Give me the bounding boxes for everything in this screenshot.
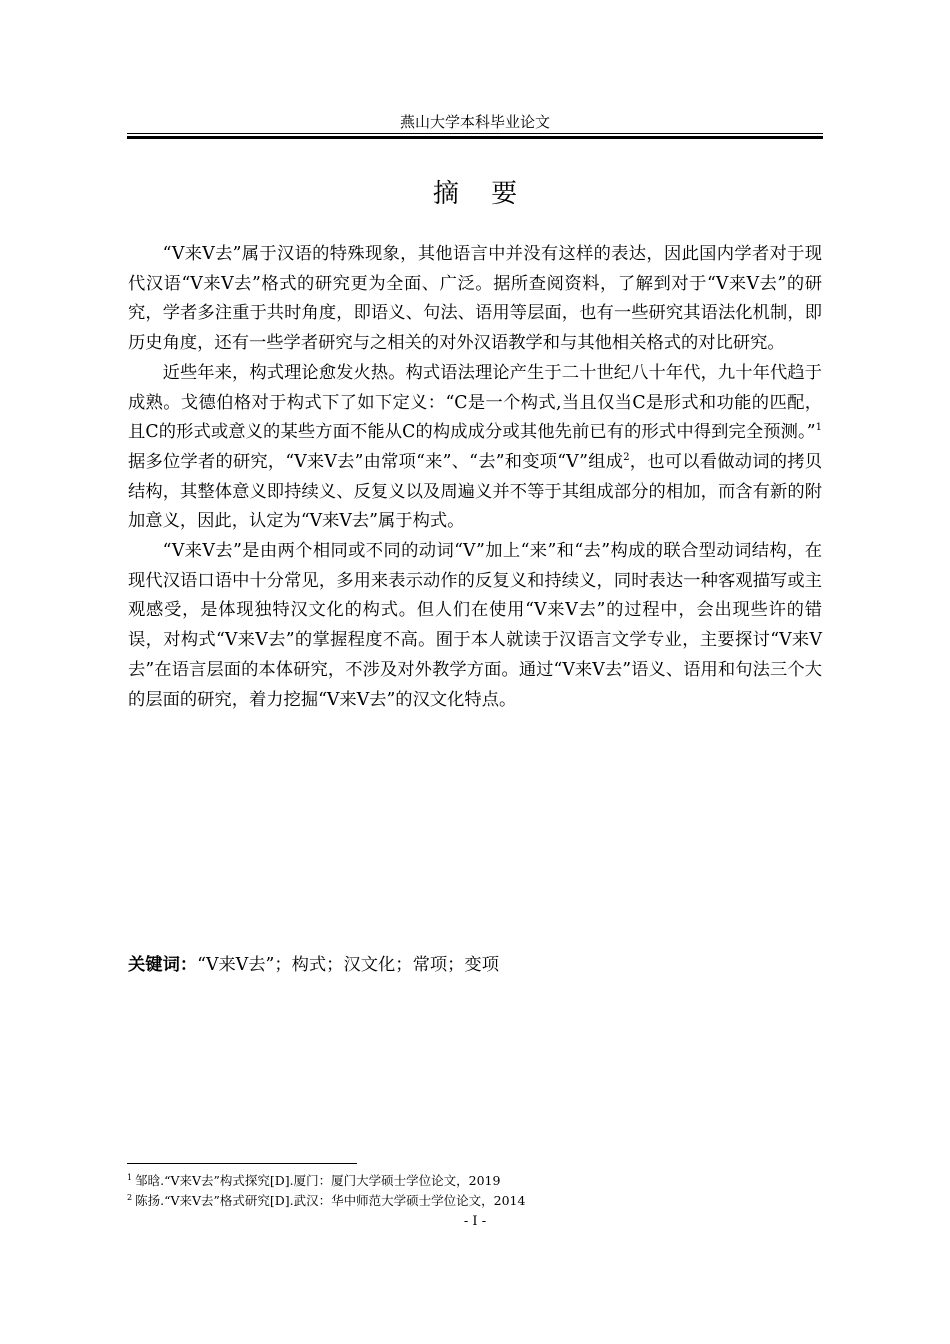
keywords-value: “V来V去”；构式；汉文化；常项；变项 [197, 955, 499, 975]
footnote-separator [127, 1163, 357, 1164]
footnote-1 [127, 1171, 827, 1191]
paragraph-2-text-b: 据多位学者的研究，“V来V去”由常项“来”、“去”和变项“V”组成 [128, 451, 624, 472]
abstract-paragraph-2 [128, 359, 822, 537]
abstract-title: 摘 要 [432, 179, 530, 209]
footnote-text: 邹晗.“V来V去”构式探究[D].厦门：厦门大学硕士学位论文，2019 [135, 1173, 501, 1188]
paragraph-2-text-c: ，也可以看做动词的拷贝结构，其整体意义即持续义、反复义以及周遍义并不等于其组成部分的相加，而含有新的附加意义，因此，认定为“V来V去”属于构式。 [128, 451, 822, 532]
footnote-text: 陈扬.“V来V去”格式研究[D].武汉：华中师范大学硕士学位论文，2014 [135, 1193, 526, 1208]
keywords-line [128, 950, 822, 980]
footnote-mark: 2 [127, 1192, 133, 1202]
footnotes [127, 1171, 827, 1211]
page-number: - I - [463, 1214, 487, 1229]
footnote-mark: 1 [127, 1172, 133, 1182]
abstract-paragraph-1: “V来V去”属于汉语的特殊现象，其他语言中并没有这样的表达，因此国内学者对于现代汉语“V来V去”格式的研究更为全面、广泛。据所查阅资料，了解到对于“V来V去”的研究，学者多注重于共时角度，即语义、句法、语用等层面，也有一些研究其语法化机制，即历史角度，还有一些学者研究与之相关的对外汉语教学和与其他相关格式的对比研究。 [128, 244, 822, 354]
keywords-label: 关键词： [128, 955, 198, 975]
footnote-2 [127, 1191, 827, 1211]
footnote-ref-2[interactable]: 2 [623, 452, 630, 464]
abstract-paragraph-3: “V来V去”是由两个相同或不同的动词“V”加上“来”和“去”构成的联合型动词结构，在现代汉语口语中十分常见，多用来表示动作的反复义和持续义，同时表达一种客观描写或主观感受，是体现独特汉文化的构式。但人们在使用“V来V去”的过程中，会出现些许的错误，对构式“V来V去”的掌握程度不高。囿于本人就读于汉语言文学专业，主要探讨“V来V去”在语言层面的本体研究，不涉及对外教学方面。通过“V来V去”语义、语用和句法三个大的层面的研究，着力挖掘“V来V去”的汉文化特点。 [128, 541, 822, 710]
running-header: 燕山大学本科毕业论文 [399, 113, 550, 131]
header-rule-thin [127, 133, 823, 134]
header-rule-thick [127, 136, 823, 139]
paragraph-2-text-a: 近些年来，构式理论愈发火热。构式语法理论产生于二十世纪八十年代，九十年代趋于成熟。戈德伯格对于构式下了如下定义：“C是一个构式,当且仅当C是形式和功能的匹配，且C的形式或意义的某些方面不能从C的构成成分或其他先前已有的形式中得到完全预测。” [128, 362, 822, 443]
abstract-body [128, 240, 822, 715]
footnote-ref-1[interactable]: 1 [815, 422, 822, 434]
